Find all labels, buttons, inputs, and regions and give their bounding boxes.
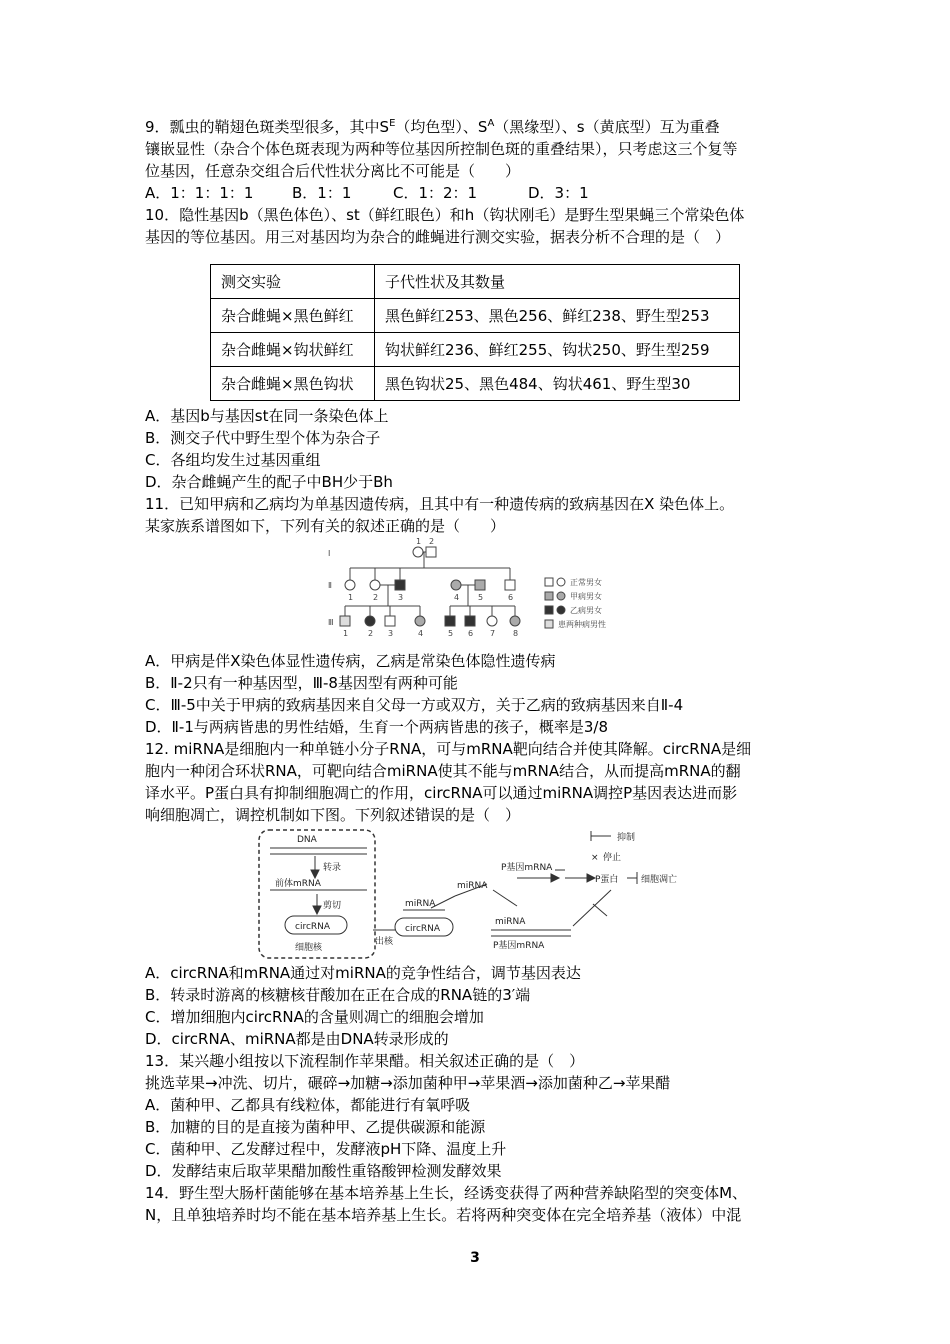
table-header: 子代性状及其数量	[375, 265, 740, 299]
p-mrna-label: P基因mRNA	[501, 863, 553, 873]
q11-option-a: A．甲病是伴X染色体显性遗传病，乙病是常染色体隐性遗传病	[145, 652, 556, 670]
q13-option-b: B．加糖的目的是直接为菌种甲、乙提供碳源和能源	[145, 1118, 486, 1136]
q12-line2: 胞内一种闭合环状RNA，可靶向结合miRNA使其不能与mRNA结合，从而提高mRNA的翻	[145, 762, 741, 780]
q10-option-c: C．各组均发生过基因重组	[145, 451, 321, 469]
table-cell: 黑色鲜红253、黑色256、鲜红238、野生型253	[375, 299, 740, 333]
mirna-regulation-diagram	[255, 826, 725, 962]
q12-option-b: B．转录时游离的核糖核苷酸加在正在合成的RNA链的3′端	[145, 986, 531, 1004]
q11-option-d: D．Ⅱ-1与两病皆患的男性结婚，生育一个两病皆患的孩子，概率是3/8	[145, 718, 609, 736]
transcribe-label: 转录	[323, 863, 342, 873]
generation-label: Ⅰ	[328, 549, 331, 558]
testcross-table	[210, 264, 740, 401]
pedigree-number: 1	[343, 629, 349, 638]
pedigree-number: 6	[508, 593, 514, 602]
q9-option-d: D．3：1	[528, 184, 589, 202]
q9-options	[145, 182, 589, 204]
table-header: 测交实验	[211, 265, 375, 299]
table-header-row	[211, 265, 740, 299]
cut-label: 剪切	[323, 901, 342, 911]
q14-line1: 14．野生型大肠杆菌能够在基本培养基上生长，经诱变获得了两种营养缺陷型的突变体M、	[145, 1184, 748, 1202]
mirna-label: miRNA	[405, 899, 436, 909]
q10-option-d: D．杂合雌蝇产生的配子中BH少于Bh	[145, 473, 393, 491]
q10-line1: 10．隐性基因b（黑色体色）、st（鲜红眼色）和h（钩状刚毛）是野生型果蝇三个常染色体	[145, 206, 745, 224]
table-cell: 钩状鲜红236、鲜红255、钩状250、野生型259	[375, 333, 740, 367]
mirna-label: miRNA	[457, 881, 488, 891]
q11-option-c: C．Ⅲ-5中关于甲病的致病基因来自父母一方或双方，关于乙病的致病基因来自Ⅱ-4	[145, 696, 684, 714]
pedigree-number: 6	[468, 629, 474, 638]
q12-line1: 12. miRNA是细胞内一种单链小分子RNA，可与mRNA靶向结合并使其降解。circRNA是细	[145, 740, 752, 758]
apoptosis-label: 细胞凋亡	[641, 875, 678, 885]
p-mrna-label: P基因mRNA	[493, 941, 545, 951]
pedigree-number: 3	[388, 629, 394, 638]
q13-option-a: A．菌种甲、乙都具有线粒体，都能进行有氧呼吸	[145, 1096, 471, 1114]
table-cell: 杂合雌蝇×黑色鲜红	[211, 299, 375, 333]
pedigree-number: 1	[416, 538, 422, 546]
pedigree-number: 5	[448, 629, 454, 638]
q9-line2: 镶嵌显性（杂合个体色斑表现为两种等位基因所控制色斑的重叠结果），只考虑这三个复等	[145, 140, 738, 158]
pedigree-number: 5	[478, 593, 484, 602]
q13-option-c: C．菌种甲、乙发酵过程中，发酵液pH下降、温度上升	[145, 1140, 507, 1158]
q9-option-a: A．1：1：1：1	[145, 184, 254, 202]
q11-line1: 11．已知甲病和乙病均为单基因遗传病，且其中有一种遗传病的致病基因在X 染色体上。	[145, 495, 735, 513]
q12-option-a: A．circRNA和mRNA通过对miRNA的竞争性结合，调节基因表达	[145, 964, 581, 982]
circrna-label: circRNA	[295, 922, 331, 932]
legend-label: 甲病男女	[570, 592, 602, 601]
table-cell: 杂合雌蝇×黑色钩状	[211, 367, 375, 401]
pedigree-number: 4	[418, 629, 424, 638]
pedigree-number: 3	[398, 593, 404, 602]
q10-option-a: A．基因b与基因st在同一条染色体上	[145, 407, 389, 425]
q11-option-b: B．Ⅱ-2只有一种基因型，Ⅲ-8基因型有两种可能	[145, 674, 458, 692]
pedigree-chart	[320, 538, 620, 648]
dna-label: DNA	[297, 835, 317, 845]
page-number: 3	[470, 1250, 480, 1266]
pedigree-number: 2	[373, 593, 379, 602]
nucleus-label: 细胞核	[295, 943, 323, 953]
q10-line2: 基因的等位基因。用三对基因均为杂合的雌蝇进行测交实验，据表分析不合理的是（ ）	[145, 228, 731, 246]
generation-label: Ⅱ	[328, 581, 332, 590]
legend-stop-label: 停止	[603, 853, 622, 863]
q13-line2: 挑选苹果→冲洗、切片，碾碎→加糖→添加菌种甲→苹果酒→添加菌种乙→苹果醋	[145, 1074, 671, 1092]
pedigree-number: 2	[368, 629, 374, 638]
q13-line1: 13．某兴趣小组按以下流程制作苹果醋。相关叙述正确的是（ ）	[145, 1052, 585, 1070]
pedigree-number: 7	[490, 629, 496, 638]
q12-line4: 响细胞凋亡，调控机制如下图。下列叙述错误的是（ ）	[145, 806, 521, 824]
q12-option-d: D．circRNA、miRNA都是由DNA转录形成的	[145, 1030, 449, 1048]
pedigree-number: 4	[454, 593, 460, 602]
legend-stop-icon: ×	[591, 853, 599, 863]
q12-line3: 译水平。P蛋白具有抑制细胞凋亡的作用，circRNA可以通过miRNA调控P基因表达进而影	[145, 784, 738, 802]
pedigree-number: 2	[429, 538, 435, 546]
mirna-label: miRNA	[495, 917, 526, 927]
table-row	[211, 367, 740, 401]
table-cell: 黑色钩状25、黑色484、钩状461、野生型30	[375, 367, 740, 401]
legend-inhibit-label: 抑制	[617, 833, 636, 843]
generation-label: Ⅲ	[328, 618, 334, 627]
circrna-label: circRNA	[405, 924, 441, 934]
q9-option-b: B．1：1	[292, 184, 352, 202]
q11-line2: 某家族系谱图如下，下列有关的叙述正确的是（ ）	[145, 517, 506, 535]
q10-option-b: B．测交子代中野生型个体为杂合子	[145, 429, 381, 447]
legend-label: 乙病男女	[570, 606, 602, 615]
table-row	[211, 333, 740, 367]
q9-line3: 位基因，任意杂交组合后代性状分离比不可能是（ ）	[145, 162, 521, 180]
q13-option-d: D．发酵结束后取苹果醋加酸性重铬酸钾检测发酵效果	[145, 1162, 502, 1180]
table-cell: 杂合雌蝇×钩状鲜红	[211, 333, 375, 367]
exit-label: 出核	[375, 937, 394, 947]
pedigree-number: 1	[348, 593, 354, 602]
q9-line1: 9．瓢虫的鞘翅色斑类型很多，其中$S^E$（均色型）、$S^A$（黑缘型）、s（黄底型）互为重叠	[145, 118, 720, 136]
pedigree-number: 8	[513, 629, 519, 638]
q14-line2: N，且单独培养时均不能在基本培养基上生长。若将两种突变体在完全培养基（液体）中混	[145, 1206, 742, 1224]
table-row	[211, 299, 740, 333]
legend-label: 正常男女	[570, 578, 602, 587]
q9-option-c: C．1：2：1	[393, 184, 478, 202]
p-protein-label: P蛋白	[595, 875, 619, 885]
legend-label: 患两种病男性	[558, 620, 606, 629]
pre-mrna-label: 前体mRNA	[275, 879, 321, 889]
q12-option-c: C．增加细胞内circRNA的含量则凋亡的细胞会增加	[145, 1008, 484, 1026]
